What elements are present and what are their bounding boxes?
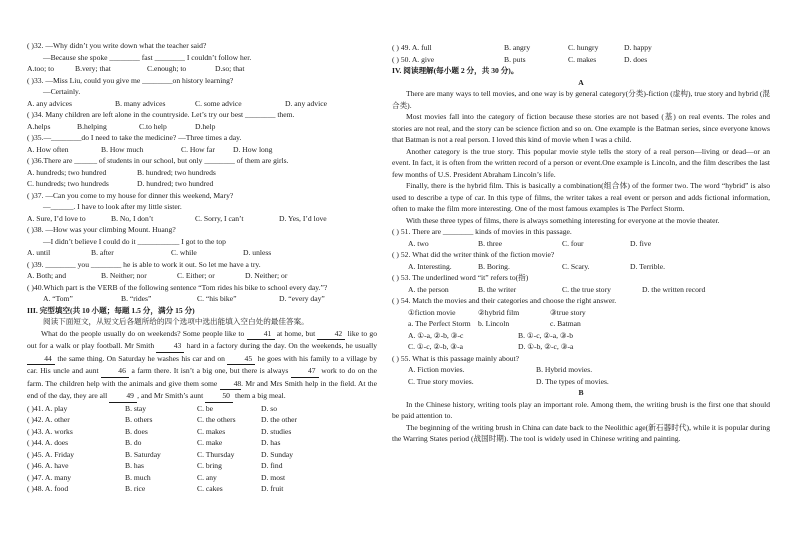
cloze-option-row [27, 483, 377, 495]
passage-a-paragraph: Another category is the true story. This popular movie style tells the story of a real person—living or dead—or an event. In fact, it is often from the written record of a person or event.One example is Lincoln, and the film describes the last few months of U.S. President Abraham Lincoln’s life. [392, 146, 770, 179]
option-d: D. any advice [285, 98, 327, 108]
question-stem: ( ) 52. What did the writer think of the fiction movie? [392, 250, 555, 259]
cloze-blank-44: 44 [27, 353, 55, 366]
options-row [392, 341, 770, 353]
option-d: D. How long [233, 144, 273, 154]
option-c: C.to help [139, 121, 167, 131]
question-35 [27, 132, 377, 155]
option-a: A. two [408, 238, 429, 248]
option-c: C. bring [197, 461, 222, 470]
options-row [392, 376, 770, 388]
option-b: B. stay [125, 403, 147, 413]
question-stem: ( )34. Many children are left alone in the countryside. Let’s try our best ________ them. [27, 110, 295, 119]
option-c: C. Thursday [197, 449, 235, 459]
option-d: D. most [261, 472, 286, 482]
category-fiction: ①fiction movie [408, 307, 456, 317]
cloze-text: What do the people usually do on weekends? Some people like to [41, 328, 245, 338]
option-a: A.too; to [27, 64, 55, 73]
option-c: C. makes [197, 426, 226, 436]
options-row [27, 178, 377, 190]
options-row [392, 284, 770, 296]
option-b: B. No, I don’t [111, 213, 154, 223]
option-b: B. Neither; nor [101, 271, 147, 280]
option-d: D. does [624, 54, 648, 64]
question-36 [27, 155, 377, 190]
option-b: B. do [125, 438, 142, 447]
cloze-passage [27, 328, 377, 403]
option-c: C. make [197, 438, 223, 447]
option-b: B. many advices [115, 98, 166, 108]
option-d: D. hundred; two hundred [137, 179, 214, 188]
question-38 [27, 224, 377, 259]
question-stem: ( ) 53. The underlined word “it” refers to(指) [392, 273, 529, 282]
cloze-blank-41: 41 [247, 328, 275, 341]
question-32 [27, 40, 377, 75]
question-stem: ( )38. —How was your climbing Mount. Huang? [27, 225, 176, 234]
option-d: D. happy [624, 43, 652, 52]
option-a: A. “Tom” [43, 294, 73, 303]
category-row [392, 307, 770, 319]
option-a: ( )47. A. many [27, 472, 72, 482]
movie-c: c. Batman [550, 319, 581, 328]
option-a: A. hundreds; two hundred [27, 167, 107, 177]
question-51 [392, 226, 770, 249]
option-c: C. True story movies. [408, 376, 474, 386]
question-55 [392, 353, 770, 388]
option-a: A. Both; and [27, 271, 67, 280]
option-c: C. four [562, 238, 584, 248]
option-b: B. three [478, 238, 503, 248]
cloze-option-row [27, 449, 377, 461]
movie-a: a. The Perfect Storm [408, 319, 471, 328]
cloze-blank-48: 48 [220, 378, 242, 391]
question-stem: ( )39. ________ you ________ he is able to work it out. So let me have a try. [27, 259, 261, 269]
cloze-options [27, 403, 377, 495]
cloze-text: . Mr and Mrs Smith help in the field. At the end of the day, they are all [27, 378, 377, 400]
options-row [27, 213, 377, 225]
option-b: B.very; that [75, 64, 111, 73]
option-d: D.so; that [215, 64, 245, 73]
left-column [27, 40, 377, 495]
option-b: B. Boring. [478, 261, 510, 271]
options-row [392, 238, 770, 250]
question-53 [392, 272, 770, 295]
option-d: D. the written record [642, 284, 706, 294]
option-c: C. makes [568, 54, 597, 64]
option-c: C. cakes [197, 484, 223, 493]
option-d: D. unless [243, 248, 272, 257]
question-stem: ( )32. —Why didn’t you write down what the teacher said? [27, 41, 207, 50]
options-row [392, 330, 770, 342]
option-c: C. hungry [568, 43, 599, 52]
option-b: B. much [125, 472, 151, 482]
cloze-text: he goes with his family to a village by car. His uncle and aunt [27, 353, 378, 375]
cloze-blank-45: 45 [227, 353, 255, 366]
option-a: A. Sure, I’d love to [27, 213, 86, 223]
option-d: D. studies [261, 426, 292, 436]
cloze-blank-42: 42 [317, 328, 345, 341]
option-d: D. Yes, I’d love [279, 213, 327, 223]
question-stem: ( ) 54. Match the movies and their categories and choose the right answer. [392, 296, 617, 305]
option-d: D. five [630, 238, 652, 248]
question-54 [392, 295, 770, 353]
passage-b-label: B [578, 388, 584, 397]
passage-a-paragraph: With these three types of films, there is always something interesting for everyone at the movie theater. [406, 215, 720, 225]
option-c: C.enough; to [147, 64, 187, 73]
question-stem: ( )36.There are ______ of students in our school, but only ________ of them are girls. [27, 156, 289, 165]
option-a: ( )44. A. does [27, 438, 69, 447]
options-row [27, 63, 377, 75]
cloze-blank-47: 47 [291, 365, 319, 378]
option-c: C. Scary. [562, 261, 590, 271]
option-a: ( )46. A. have [27, 461, 69, 470]
question-34 [27, 109, 377, 132]
option-c: C. any [197, 472, 217, 482]
question-stem: ( )35.—________do I need to take the medicine? —Three times a day. [27, 133, 242, 142]
movie-b: b. Lincoln [478, 319, 510, 328]
cloze-option-row [27, 460, 377, 472]
options-row [392, 364, 770, 376]
cloze-blank-49: 49 [109, 390, 137, 403]
passage-a-label: A [578, 77, 584, 87]
option-a: A. Fiction movies. [408, 365, 465, 374]
option-b: B. others [125, 415, 153, 424]
question-reply: —Because she spoke ________ fast ________ I couldn’t follow her. [43, 52, 252, 62]
options-row [27, 167, 377, 179]
option-b: B. angry [504, 43, 531, 52]
option-c: C. some advice [195, 98, 242, 108]
option-d: D. find [261, 461, 283, 470]
options-row [27, 270, 377, 282]
cloze-text: work to do on the farm. The children help with the animals and give them some [27, 366, 378, 388]
option-d: D. the other [261, 415, 298, 424]
question-reply: —I didn’t believe I could do it ___________ I got to the top [43, 236, 226, 246]
category-true-story: ③true story [550, 307, 586, 317]
question-40 [27, 282, 377, 305]
option-d: D. Terrible. [630, 261, 665, 271]
option-b: B. after [91, 248, 114, 257]
option-a: A. How often [27, 144, 69, 154]
option-b: B.helping [77, 121, 107, 131]
cloze-option-row [392, 54, 770, 66]
option-d: D. fruit [261, 484, 284, 493]
option-a: ( )42. A. other [27, 415, 70, 424]
option-b: B. puts [504, 54, 526, 64]
cloze-text: a farm there. It isn’t a big one, but there is always [131, 366, 289, 375]
option-d: D. Sunday [261, 449, 294, 459]
cloze-option-row [27, 403, 377, 415]
movie-row [392, 318, 770, 330]
option-a: A. Interesting. [408, 261, 452, 271]
cloze-blank-50: 50 [205, 390, 233, 403]
option-b: B. has [125, 461, 144, 470]
cloze-option-row [392, 42, 770, 54]
cloze-text: like to go out for a walk or play football. Mr Smith [27, 328, 377, 350]
cloze-option-row [27, 414, 377, 426]
option-a: ( )48. A. food [27, 484, 69, 493]
passage-b-paragraph: The beginning of the writing brush in China can date back to the Neolithic age(新石器时代), while it is popular during the Warring States period (战国时期). The tool is widely used in Chinese writing and painting. [392, 422, 770, 443]
option-c: C. ①-c, ②-b, ③-a [408, 342, 464, 351]
question-stem: ( )40.Which part is the VERB of the following sentence “Tom rides his bike to school every day.”? [27, 282, 328, 292]
option-a: ( )41. A. play [27, 403, 68, 413]
question-52 [392, 249, 770, 272]
option-c: C. “his bike” [197, 294, 237, 303]
section-3-title: III. 完型填空(共 10 小题；每题 1.5 分，满分 15 分) [27, 305, 195, 315]
cloze-option-row [27, 426, 377, 438]
cloze-text: the same thing. On Saturday he washes his car and on [57, 353, 225, 363]
question-39 [27, 259, 377, 282]
option-c: C. Sorry, I can’t [195, 213, 244, 223]
question-reply: —______. I have to look after my little sister. [43, 202, 182, 211]
option-d: D. ①-b, ②-c, ③-a [518, 342, 574, 351]
question-stem: ( )33. —Miss Liu, could you give me ________on history learning? [27, 75, 234, 85]
passage-b-paragraph: In the Chinese history, writing tools play an important role. Among them, the writing brush is the first one that should be paid attention to. [392, 399, 770, 420]
option-b: B. the writer [478, 284, 517, 294]
cloze-text: hard in a factory during the day. On the weekends, he usually [186, 341, 377, 350]
section-3-instruction: 阅读下面短文，从短文后各题所给的四个选项中选出能填入空白处的最佳答案。 [43, 317, 309, 326]
option-a: ( ) 50. A. give [392, 54, 435, 64]
cloze-option-row [27, 472, 377, 484]
option-c: C. the true story [562, 284, 611, 294]
question-stem: ( ) 51. There are ________ kinds of movies in this passage. [392, 227, 572, 236]
question-stem: ( ) 55. What is this passage mainly about? [392, 353, 520, 363]
options-row [27, 144, 377, 156]
passage-a-paragraph: Most movies fall into the category of fiction because these stories are not based (基) on real events. The roles and stories are not real, and the story can be science fiction and so on. One example is the Batman series, since everyone knows that Batman is not a real person. I loved this kind of movie when I was a child. [392, 112, 770, 144]
option-b: B. How much [101, 144, 144, 154]
category-hybrid: ②hybrid film [478, 307, 520, 317]
option-a: A. ①-a, ②-b, ③-c [408, 330, 464, 340]
option-d: D. has [261, 438, 281, 447]
option-b: B. ①-c, ②-a, ③-b [518, 330, 574, 340]
options-row [27, 98, 377, 110]
cloze-text: , and Mr Smith’s aunt [137, 391, 204, 400]
option-d: D. Neither; or [245, 271, 288, 280]
option-b: B. rice [125, 484, 146, 493]
options-row [27, 293, 377, 305]
section-4-title: IV. 阅读理解(每小题 2 分，共 30 分)。 [392, 66, 519, 75]
option-a: A. until [27, 248, 51, 257]
passage-a-paragraph: There are many ways to tell movies, and one way is by general category(分类)-fiction (虚构), true story and hybrid (混合类). [392, 89, 770, 110]
options-row [27, 247, 377, 259]
cloze-blank-43: 43 [156, 340, 184, 353]
right-column [392, 42, 770, 445]
option-c: C. hundreds; two hundreds [27, 179, 109, 188]
question-37 [27, 190, 377, 225]
question-stem: ( )37. —Can you come to my house for dinner this weekend, Mary? [27, 190, 234, 200]
option-c: C. the others [197, 415, 236, 424]
cloze-text: at home, but [276, 328, 316, 338]
option-a: A.helps [27, 121, 51, 131]
cloze-blank-46: 46 [101, 365, 129, 378]
option-a: A. any advices [27, 98, 72, 108]
option-c: C. while [171, 248, 197, 257]
options-row [27, 121, 377, 133]
cloze-text: them a big meal. [235, 391, 286, 400]
option-a: ( )43. A. works [27, 426, 73, 436]
question-reply: —Certainly. [43, 87, 81, 96]
option-c: C. How far [181, 144, 215, 154]
passage-a-paragraph: Finally, there is the hybrid film. This is basically a combination(组合体) of the former two. The word “hybrid” is also used to describe a type of car. In this type of films, the writer takes a real event or person and adds fictional information, often to make the film more interesting. One of the most famous examples is The Perfect Storm. [392, 181, 770, 213]
question-33 [27, 75, 377, 110]
option-a: ( ) 49. A. full [392, 43, 432, 52]
option-a: ( )45. A. Friday [27, 449, 75, 459]
option-b: B. “rides” [121, 294, 152, 303]
option-a: A. the person [408, 284, 449, 294]
option-d: D. so [261, 403, 278, 413]
option-b: B. Saturday [125, 449, 161, 459]
options-row [392, 261, 770, 273]
option-d: D. “every day” [279, 294, 325, 303]
option-b: B. hundred; two hundreds [137, 167, 216, 177]
option-d: D.help [195, 121, 216, 131]
option-c: C. be [197, 403, 214, 413]
option-b: B. Hybrid movies. [536, 365, 593, 374]
cloze-option-row [27, 437, 377, 449]
option-d: D. The types of movies. [536, 376, 609, 386]
option-b: B. does [125, 426, 148, 436]
option-c: C. Either; or [177, 271, 215, 280]
